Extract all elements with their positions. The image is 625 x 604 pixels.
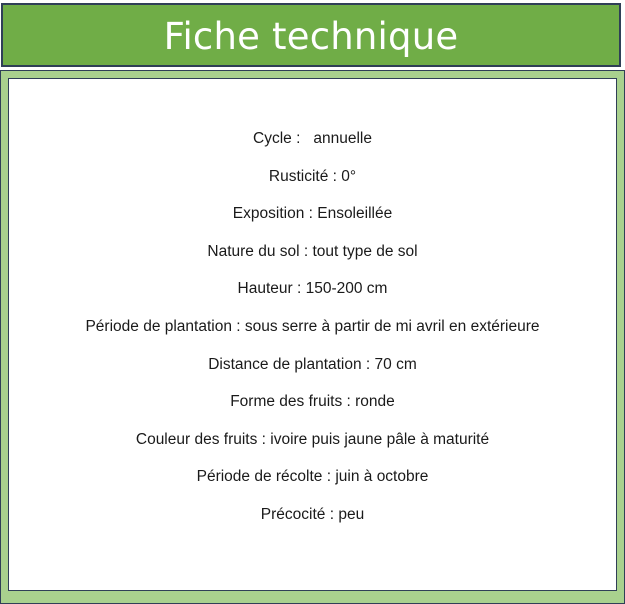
page-title: Fiche technique [163,14,459,58]
spec-couleur-des-fruits: Couleur des fruits : ivoire puis jaune pâle à maturité [135,430,490,448]
header-banner [1,3,621,67]
spec-forme-des-fruits: Forme des fruits : ronde [230,393,395,411]
spec-rusticite: Rusticité : 0° [268,167,357,185]
spec-periode-de-plantation: Période de plantation : sous serre à partir de mi avril en extérieure [85,317,540,335]
spec-list [9,129,616,543]
spec-exposition: Exposition : Ensoleillée [232,205,393,223]
spec-distance-de-plantation: Distance de plantation : 70 cm [208,355,417,373]
spec-cycle: Cycle : annuelle [253,130,372,147]
spec-periode-de-recolte: Période de récolte : juin à octobre [196,468,429,486]
spec-nature-du-sol: Nature du sol : tout type de sol [207,242,418,260]
spec-precocite: Précocité : peu [260,505,365,523]
content-frame [0,70,625,604]
spec-hauteur: Hauteur : 150-200 cm [237,280,388,298]
content-panel [8,78,617,591]
